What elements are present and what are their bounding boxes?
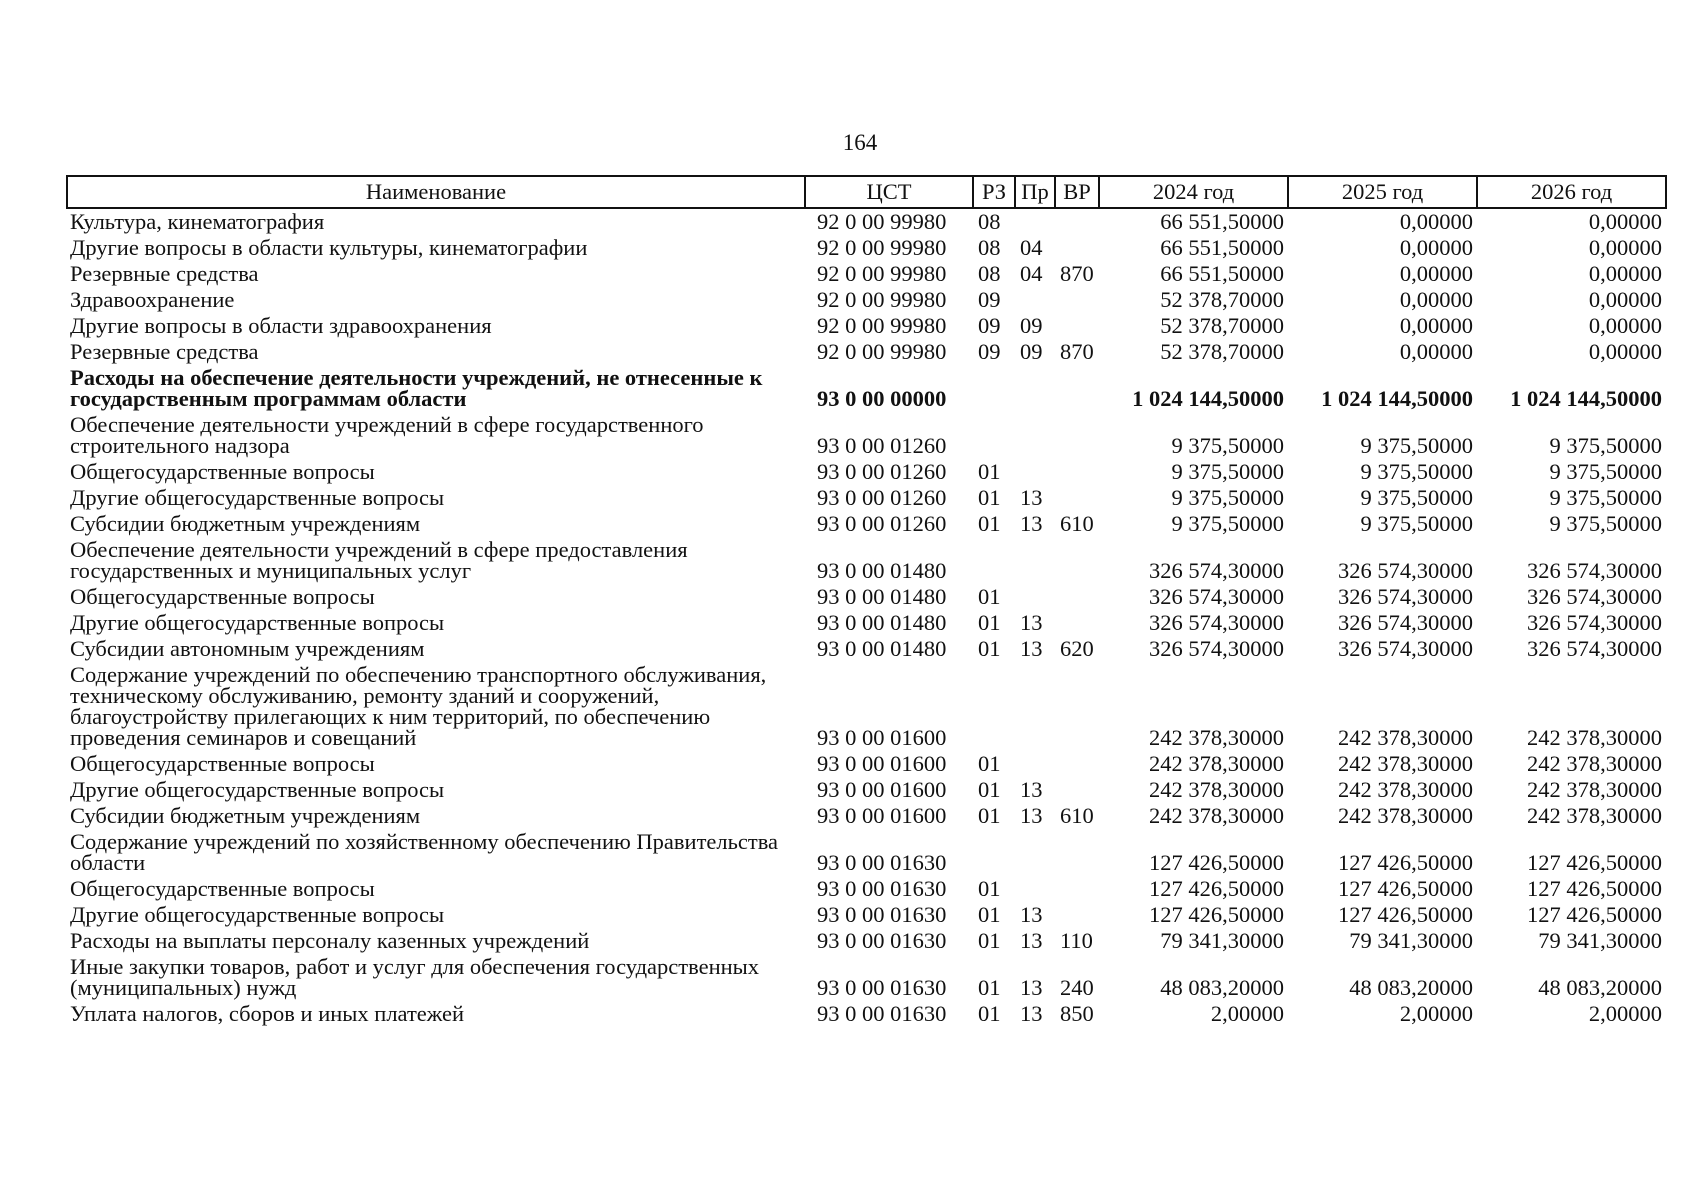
cell-pr (1015, 208, 1055, 235)
cell-2025: 0,00000 (1399, 261, 1473, 286)
cell-2024: 52 378,70000 (1160, 339, 1284, 364)
cell-cst: 93 0 00 01260 (817, 485, 947, 510)
cell-rz: 09 (978, 287, 1001, 312)
table-row (67, 803, 1666, 829)
cell-rz: 01 (978, 584, 1001, 609)
cell-cst: 92 0 00 99980 (817, 313, 947, 338)
cell-2024: 66 551,50000 (1160, 209, 1284, 234)
cell-2025: 326 574,30000 (1338, 636, 1473, 661)
cell-cst: 93 0 00 01630 (817, 902, 947, 927)
table-row (67, 511, 1666, 537)
cell-2025: 0,00000 (1399, 313, 1473, 338)
cell-name: Другие общегосударственные вопросы (70, 485, 445, 510)
cell-cst: 93 0 00 01630 (817, 928, 947, 953)
cell-pr: 13 (1020, 485, 1043, 510)
cell-2025: 9 375,50000 (1360, 485, 1473, 510)
cell-vr (1055, 662, 1099, 751)
cell-vr: 110 (1060, 928, 1093, 953)
cell-vr (1055, 876, 1099, 902)
cell-2025: 9 375,50000 (1360, 511, 1473, 536)
cell-name: Другие общегосударственные вопросы (70, 902, 445, 927)
header-2024: 2024 год (1099, 176, 1288, 208)
cell-vr (1055, 751, 1099, 777)
cell-2025: 326 574,30000 (1338, 610, 1473, 635)
table-row (67, 412, 1666, 459)
cell-2024: 9 375,50000 (1171, 511, 1284, 536)
cell-pr (1015, 365, 1055, 412)
cell-pr (1015, 584, 1055, 610)
cell-2024: 79 341,30000 (1160, 928, 1284, 953)
cell-2025: 242 378,30000 (1338, 803, 1473, 828)
table-row (67, 662, 1666, 751)
cell-2025: 0,00000 (1399, 235, 1473, 260)
cell-2025: 127 426,50000 (1338, 850, 1473, 875)
cell-pr: 04 (1020, 261, 1043, 286)
cell-rz: 01 (978, 777, 1001, 802)
cell-2025: 326 574,30000 (1338, 584, 1473, 609)
cell-cst: 93 0 00 01480 (817, 636, 947, 661)
cell-vr (1055, 365, 1099, 412)
cell-rz (973, 829, 1015, 876)
cell-name: Другие вопросы в области культуры, кинематографии (70, 235, 588, 260)
cell-vr (1055, 777, 1099, 803)
cell-pr: 09 (1020, 313, 1043, 338)
cell-2025: 1 024 144,50000 (1321, 386, 1473, 411)
header-pr: Пр (1015, 176, 1055, 208)
cell-2026: 0,00000 (1588, 235, 1662, 260)
cell-2026: 0,00000 (1588, 313, 1662, 338)
table-row (67, 235, 1666, 261)
cell-2026: 127 426,50000 (1527, 850, 1662, 875)
cell-pr (1015, 412, 1055, 459)
table-row (67, 751, 1666, 777)
cell-cst: 93 0 00 01630 (817, 1001, 947, 1026)
cell-cst: 93 0 00 00000 (817, 386, 947, 411)
cell-2026: 79 341,30000 (1538, 928, 1662, 953)
cell-2024: 9 375,50000 (1171, 485, 1284, 510)
cell-cst: 93 0 00 01480 (817, 610, 947, 635)
cell-vr: 850 (1060, 1001, 1094, 1026)
cell-rz: 01 (978, 485, 1001, 510)
cell-2024: 326 574,30000 (1149, 584, 1284, 609)
cell-rz (973, 412, 1015, 459)
cell-2024: 242 378,30000 (1149, 803, 1284, 828)
cell-2026: 0,00000 (1588, 287, 1662, 312)
cell-pr (1015, 876, 1055, 902)
cell-2024: 52 378,70000 (1160, 287, 1284, 312)
cell-2024: 242 378,30000 (1149, 751, 1284, 776)
header-vr: ВР (1055, 176, 1099, 208)
cell-rz: 01 (978, 975, 1001, 1000)
cell-rz: 01 (978, 876, 1001, 901)
cell-2024: 326 574,30000 (1149, 610, 1284, 635)
cell-cst: 92 0 00 99980 (817, 235, 947, 260)
cell-2025: 9 375,50000 (1360, 433, 1473, 458)
cell-2025: 127 426,50000 (1338, 902, 1473, 927)
cell-2024: 66 551,50000 (1160, 261, 1284, 286)
cell-cst: 92 0 00 99980 (817, 261, 947, 286)
cell-name: Иные закупки товаров, работ и услуг для обеспечения государственных (муниципальных) нужд (70, 954, 760, 1000)
cell-2026: 242 378,30000 (1527, 777, 1662, 802)
cell-vr: 610 (1060, 511, 1094, 536)
cell-rz: 01 (978, 803, 1001, 828)
table-row (67, 954, 1666, 1001)
cell-pr (1015, 751, 1055, 777)
cell-name: Субсидии бюджетным учреждениям (70, 511, 421, 536)
cell-2025: 127 426,50000 (1338, 876, 1473, 901)
cell-name: Расходы на обеспечение деятельности учреждений, не отнесенные к государственным программам области (70, 365, 763, 411)
cell-2026: 0,00000 (1588, 339, 1662, 364)
cell-pr: 13 (1020, 777, 1043, 802)
cell-cst: 93 0 00 01630 (817, 850, 947, 875)
cell-name: Общегосударственные вопросы (70, 459, 375, 484)
cell-2026: 326 574,30000 (1527, 610, 1662, 635)
header-2025: 2025 год (1288, 176, 1477, 208)
cell-name: Обеспечение деятельности учреждений в сфере предоставления государственных и муниципальных услуг (70, 537, 688, 583)
cell-cst: 93 0 00 01480 (817, 558, 947, 583)
cell-rz: 01 (978, 1001, 1001, 1026)
cell-vr (1055, 412, 1099, 459)
cell-name: Содержание учреждений по обеспечению транспортного обслуживания, техническому обслуживанию, ремонту зданий и сооружений, благоустройству прилегающих к ним территорий, по обеспечению проведения семинаров и совещаний (70, 662, 767, 750)
cell-rz: 08 (978, 235, 1001, 260)
cell-cst: 92 0 00 99980 (817, 339, 947, 364)
cell-2026: 242 378,30000 (1527, 725, 1662, 750)
header-cst: ЦСТ (805, 176, 973, 208)
cell-2026: 48 083,20000 (1538, 975, 1662, 1000)
table-row (67, 829, 1666, 876)
cell-2025: 242 378,30000 (1338, 751, 1473, 776)
cell-rz (973, 365, 1015, 412)
cell-name: Уплата налогов, сборов и иных платежей (70, 1001, 465, 1026)
cell-2024: 127 426,50000 (1149, 902, 1284, 927)
cell-cst: 93 0 00 01600 (817, 803, 947, 828)
table-row (67, 459, 1666, 485)
cell-cst: 92 0 00 99980 (817, 209, 947, 234)
table-header (67, 176, 1666, 208)
cell-vr: 240 (1060, 975, 1094, 1000)
table-body (67, 208, 1666, 1027)
table-row (67, 584, 1666, 610)
cell-2026: 0,00000 (1588, 209, 1662, 234)
cell-vr (1055, 235, 1099, 261)
table-row (67, 287, 1666, 313)
cell-rz: 01 (978, 610, 1001, 635)
cell-2026: 326 574,30000 (1527, 558, 1662, 583)
cell-pr: 13 (1020, 1001, 1043, 1026)
cell-2026: 326 574,30000 (1527, 636, 1662, 661)
header-2026: 2026 год (1477, 176, 1666, 208)
cell-cst: 93 0 00 01260 (817, 459, 947, 484)
cell-2026: 242 378,30000 (1527, 803, 1662, 828)
cell-vr (1055, 537, 1099, 584)
table-row (67, 313, 1666, 339)
cell-cst: 93 0 00 01260 (817, 511, 947, 536)
cell-pr: 13 (1020, 803, 1043, 828)
cell-rz: 01 (978, 928, 1001, 953)
cell-2026: 242 378,30000 (1527, 751, 1662, 776)
table-row (67, 339, 1666, 365)
cell-pr: 13 (1020, 975, 1043, 1000)
cell-pr: 09 (1020, 339, 1043, 364)
cell-2024: 242 378,30000 (1149, 777, 1284, 802)
cell-2026: 1 024 144,50000 (1510, 386, 1662, 411)
cell-2024: 48 083,20000 (1160, 975, 1284, 1000)
cell-name: Другие общегосударственные вопросы (70, 610, 445, 635)
cell-2025: 9 375,50000 (1360, 459, 1473, 484)
cell-name: Субсидии бюджетным учреждениям (70, 803, 421, 828)
cell-2024: 9 375,50000 (1171, 433, 1284, 458)
cell-name: Здравоохранение (70, 287, 235, 312)
cell-pr (1015, 537, 1055, 584)
table-row (67, 365, 1666, 412)
table-row (67, 208, 1666, 235)
cell-name: Другие вопросы в области здравоохранения (70, 313, 492, 338)
cell-cst: 93 0 00 01600 (817, 725, 947, 750)
header-rz: РЗ (973, 176, 1015, 208)
cell-vr (1055, 313, 1099, 339)
cell-rz: 09 (978, 339, 1001, 364)
cell-cst: 93 0 00 01480 (817, 584, 947, 609)
cell-2024: 127 426,50000 (1149, 876, 1284, 901)
cell-vr: 610 (1060, 803, 1094, 828)
cell-rz: 01 (978, 636, 1001, 661)
cell-2024: 9 375,50000 (1171, 459, 1284, 484)
cell-name: Общегосударственные вопросы (70, 584, 375, 609)
cell-2024: 326 574,30000 (1149, 558, 1284, 583)
cell-2026: 326 574,30000 (1527, 584, 1662, 609)
cell-vr (1055, 208, 1099, 235)
cell-vr: 870 (1060, 339, 1094, 364)
table-row (67, 902, 1666, 928)
cell-cst: 93 0 00 01600 (817, 751, 947, 776)
cell-cst: 93 0 00 01600 (817, 777, 947, 802)
cell-vr (1055, 610, 1099, 636)
cell-vr (1055, 287, 1099, 313)
cell-2025: 48 083,20000 (1349, 975, 1473, 1000)
cell-2024: 127 426,50000 (1149, 850, 1284, 875)
cell-rz: 01 (978, 511, 1001, 536)
cell-2026: 9 375,50000 (1549, 511, 1662, 536)
cell-name: Общегосударственные вопросы (70, 751, 375, 776)
table-row (67, 261, 1666, 287)
cell-name: Расходы на выплаты персоналу казенных учреждений (70, 928, 590, 953)
cell-cst: 93 0 00 01630 (817, 876, 947, 901)
cell-pr (1015, 829, 1055, 876)
cell-pr: 04 (1020, 235, 1043, 260)
cell-cst: 92 0 00 99980 (817, 287, 947, 312)
cell-pr: 13 (1020, 902, 1043, 927)
cell-rz (973, 537, 1015, 584)
cell-2025: 0,00000 (1399, 339, 1473, 364)
table-row (67, 876, 1666, 902)
cell-2024: 52 378,70000 (1160, 313, 1284, 338)
header-name: Наименование (67, 176, 805, 208)
cell-2025: 2,00000 (1399, 1001, 1473, 1026)
cell-name: Обеспечение деятельности учреждений в сфере государственного строительного надзора (70, 412, 704, 458)
table-row (67, 928, 1666, 954)
cell-name: Резервные средства (70, 339, 259, 364)
table-row (67, 610, 1666, 636)
cell-name: Содержание учреждений по хозяйственному обеспечению Правительства области (70, 829, 779, 875)
cell-name: Культура, кинематография (70, 209, 325, 234)
cell-pr (1015, 459, 1055, 485)
cell-2024: 242 378,30000 (1149, 725, 1284, 750)
cell-rz: 01 (978, 751, 1001, 776)
budget-table (66, 175, 1667, 1027)
cell-2024: 1 024 144,50000 (1132, 386, 1284, 411)
cell-rz: 01 (978, 902, 1001, 927)
cell-2025: 79 341,30000 (1349, 928, 1473, 953)
cell-name: Резервные средства (70, 261, 259, 286)
cell-pr (1015, 287, 1055, 313)
cell-2026: 9 375,50000 (1549, 433, 1662, 458)
page-number: 164 (842, 130, 878, 155)
table-row (67, 1001, 1666, 1027)
cell-name: Субсидии автономным учреждениям (70, 636, 425, 661)
cell-rz: 09 (978, 313, 1001, 338)
cell-2025: 242 378,30000 (1338, 725, 1473, 750)
cell-2026: 0,00000 (1588, 261, 1662, 286)
cell-pr: 13 (1020, 610, 1043, 635)
table-row (67, 537, 1666, 584)
table-row (67, 777, 1666, 803)
cell-pr (1015, 662, 1055, 751)
cell-2026: 9 375,50000 (1549, 459, 1662, 484)
cell-rz: 08 (978, 209, 1001, 234)
cell-name: Общегосударственные вопросы (70, 876, 375, 901)
cell-pr: 13 (1020, 511, 1043, 536)
cell-vr (1055, 459, 1099, 485)
cell-2025: 0,00000 (1399, 209, 1473, 234)
cell-pr: 13 (1020, 636, 1043, 661)
cell-2024: 2,00000 (1210, 1001, 1284, 1026)
cell-vr (1055, 902, 1099, 928)
cell-vr: 870 (1060, 261, 1094, 286)
cell-2026: 2,00000 (1588, 1001, 1662, 1026)
cell-2026: 9 375,50000 (1549, 485, 1662, 510)
cell-2026: 127 426,50000 (1527, 876, 1662, 901)
cell-cst: 93 0 00 01260 (817, 433, 947, 458)
cell-rz: 08 (978, 261, 1001, 286)
cell-2024: 66 551,50000 (1160, 235, 1284, 260)
cell-vr (1055, 485, 1099, 511)
cell-cst: 93 0 00 01630 (817, 975, 947, 1000)
cell-2024: 326 574,30000 (1149, 636, 1284, 661)
cell-2026: 127 426,50000 (1527, 902, 1662, 927)
table-row (67, 485, 1666, 511)
cell-vr (1055, 829, 1099, 876)
table-row (67, 636, 1666, 662)
cell-vr (1055, 584, 1099, 610)
cell-name: Другие общегосударственные вопросы (70, 777, 445, 802)
cell-rz (973, 662, 1015, 751)
cell-rz: 01 (978, 459, 1001, 484)
cell-2025: 0,00000 (1399, 287, 1473, 312)
cell-2025: 326 574,30000 (1338, 558, 1473, 583)
cell-vr: 620 (1060, 636, 1094, 661)
cell-pr: 13 (1020, 928, 1043, 953)
cell-2025: 242 378,30000 (1338, 777, 1473, 802)
